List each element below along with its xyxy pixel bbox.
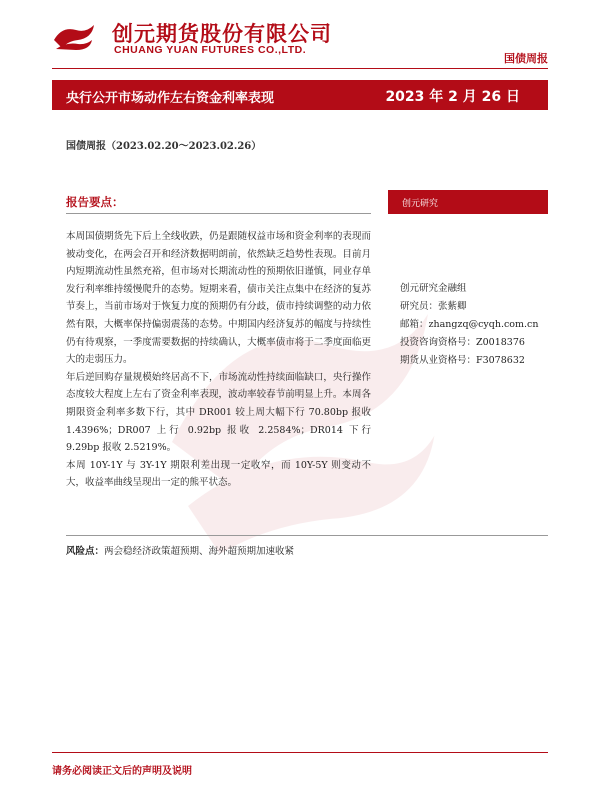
analyst-info <box>400 280 560 370</box>
page-header <box>0 0 600 68</box>
company-logo-icon <box>52 22 96 52</box>
report-type-label: 国债周报 <box>504 52 548 65</box>
futures-license: 期货从业资格号：F3078632 <box>400 355 525 366</box>
risk-line <box>66 543 294 557</box>
analyst-name: 研究员：张紫卿 <box>400 301 467 312</box>
analyst-email: 邮箱：zhangzq@cyqh.com.cn <box>400 319 539 330</box>
summary-body <box>66 228 371 492</box>
company-name-en: CHUANG YUAN FUTURES CO.,LTD. <box>114 44 307 56</box>
summary-paragraph: 本周国债期货先下后上全线收跌，仍是跟随权益市场和资金利率的表现而被动变化，在两会召开和经济数据明朗前，依然缺乏趋势性表现。目前月内短期流动性虽然充裕，但市场对长期流动性的预期依旧谨慎，同业存单发行利率维持缓慢爬升的态势。短期来看，债市关注点集中在经济的复苏节奏上，当前市场对于恢复力度的预期仍有分歧，债市持续调整的动力依然有限，大概率保持偏弱震荡的态势。中期国内经济复苏的幅度与持续性仍有待观察，一季度需要数据的持续确认，大概率债市将于二季度面临更大的走弱压力。 <box>66 231 371 366</box>
risk-divider <box>66 535 548 536</box>
sidebar-header-box <box>388 190 548 214</box>
company-name-cn: 创元期货股份有限公司 <box>112 22 332 46</box>
report-title: 央行公开市场动作左右资金利率表现 <box>66 91 275 106</box>
summary-heading: 报告要点： <box>66 195 124 209</box>
report-date: 2023 年 2 月 26 日 <box>385 89 520 105</box>
team-name: 创元研究金融组 <box>400 283 467 294</box>
summary-divider <box>66 213 371 214</box>
footer-divider <box>52 752 548 753</box>
summary-paragraph: 本周 10Y-1Y 与 3Y-1Y 期限利差出现一定收窄，而 10Y-5Y 则变动不大，收益率曲线呈现出一定的熊平状态。 <box>66 459 371 489</box>
title-bar <box>52 80 548 110</box>
summary-paragraph: 年后逆回购存量规模始终居高不下，市场流动性持续面临缺口，央行操作态度较大程度上左右了资金利率表现，波动率较春节前明显上升。本周各期限资金利率多数下行，其中 DR001 较上周大幅下行 70.80bp 报收 1.4396%；DR007 上行 0.92bp 报收 2.2584%；DR014 下行 9.29bp 报收 2.5219%。 <box>66 371 371 454</box>
risk-text: 两会稳经济政策超预期、海外超预期加速收紧 <box>104 546 295 557</box>
report-subtitle: 国债周报（2023.02.20～2023.02.26） <box>66 141 262 152</box>
risk-label: 风险点： <box>66 546 105 557</box>
header-divider <box>52 68 548 69</box>
footer-disclaimer: 请务必阅读正文后的声明及说明 <box>52 766 192 777</box>
consulting-license: 投资咨询资格号：Z0018376 <box>400 337 525 348</box>
sidebar-box-label: 创元研究 <box>402 199 439 209</box>
